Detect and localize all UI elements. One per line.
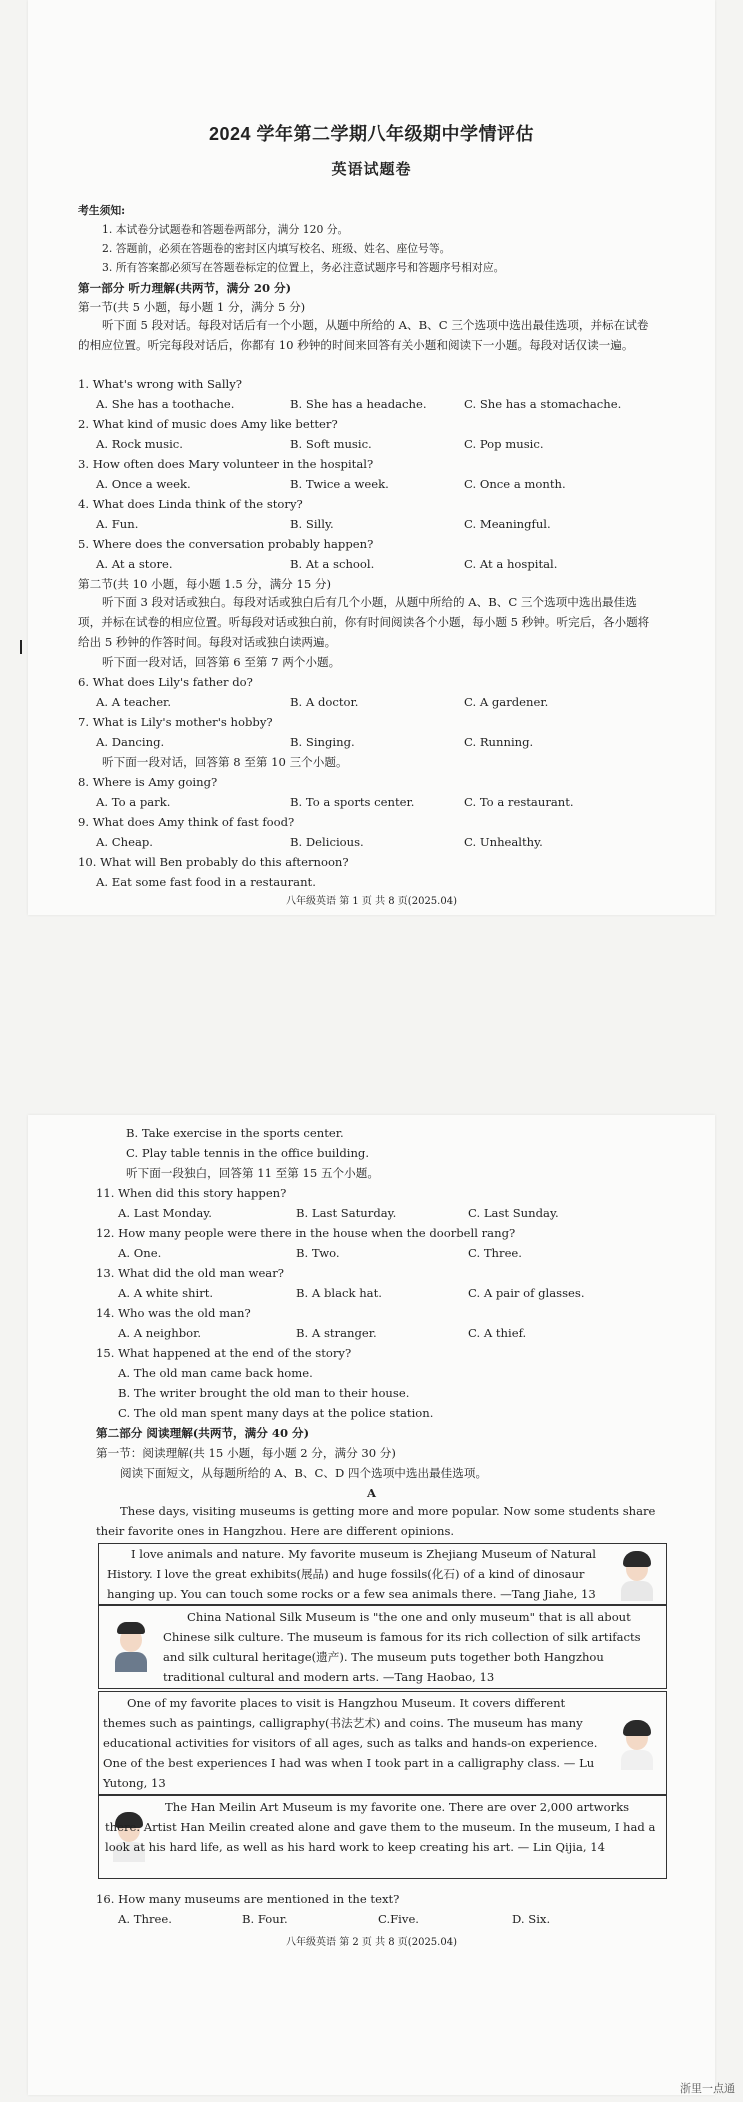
notice-item: 3. 所有答案都必须写在答题卷标定的位置上，务必注意试题序号和答题序号相对应。 [102, 261, 505, 274]
instructions: 听下面 3 段对话或独白。每段对话或独白后有几个小题，从题中所给的 A、B、C 三个选项中选出最佳选项，并标在试卷的相应位置。听每段对话或独白前，你有时间阅读各个小题，每小题 5 秒钟。听完后，各小题将给出 5 秒钟的作答时间。每段对话或独白读两遍。 [78, 595, 650, 649]
option: C. A pair of glasses. [468, 1286, 585, 1300]
option: B. Take exercise in the sports center. [126, 1126, 344, 1140]
option: A. Rock music. [96, 437, 183, 451]
question: 9. What does Amy think of fast food? [78, 815, 295, 829]
subsection-heading: 第二节(共 10 小题，每小题 1.5 分，满分 15 分) [78, 577, 332, 591]
option: A. To a park. [96, 795, 171, 809]
option: A. Cheap. [96, 835, 153, 849]
notice-item: 2. 答题前，必须在答题卷的密封区内填写校名、班级、姓名、座位号等。 [102, 242, 451, 255]
opinion-box-1 [98, 1543, 667, 1605]
option: B. She has a headache. [290, 397, 427, 411]
option: A. A teacher. [96, 695, 172, 709]
question: 5. Where does the conversation probably happen? [78, 537, 374, 551]
exam-page-2 [28, 1115, 715, 2095]
option: A. Dancing. [96, 735, 165, 749]
option: C. Once a month. [464, 477, 566, 491]
exam-page-1 [28, 0, 715, 915]
option: A. At a store. [96, 557, 173, 571]
option: A. The old man came back home. [118, 1366, 313, 1380]
opinion-box-4 [98, 1795, 667, 1879]
option: B. Twice a week. [290, 477, 389, 491]
question: 8. Where is Amy going? [78, 775, 218, 789]
option: B. A stranger. [296, 1326, 377, 1340]
option: B. At a school. [290, 557, 375, 571]
question: 6. What does Lily's father do? [78, 675, 253, 689]
option: C. Play table tennis in the office building. [126, 1146, 370, 1160]
option: A. Last Monday. [118, 1206, 212, 1220]
option: B. Silly. [290, 517, 334, 531]
option: C. A gardener. [464, 695, 549, 709]
opinion-text: One of my favorite places to visit is Hangzhou Museum. It covers different themes such as paintings, calligraphy(书法艺术) and coins. The museum has many educational activities for visitors of all ages, such as talks and hands-on experience. One of the best experiences I had was when I took part in a calligraphy class. — Lu Yutong, 13 [103, 1696, 598, 1790]
page-footer: 八年级英语 第 2 页 共 8 页(2025.04) [286, 1937, 457, 1948]
option: A. Three. [118, 1912, 172, 1926]
passage-intro: These days, visiting museums is getting more and more popular. Now some students share their favorite ones in Hangzhou. Here are different opinions. [96, 1504, 656, 1538]
instructions: 听下面 5 段对话。每段对话后有一个小题，从题中所给的 A、B、C 三个选项中选出最佳选项，并标在试卷的相应位置。听完每段对话后，你都有 10 秒钟的时间来回答有关小题和阅读下一小题。每段对话仅读一遍。 [78, 318, 649, 352]
question: 16. How many museums are mentioned in the text? [96, 1892, 400, 1906]
option: A. Once a week. [96, 477, 191, 491]
question: 4. What does Linda think of the story? [78, 497, 303, 511]
opinion-text: The Han Meilin Art Museum is my favorite one. There are over 2,000 artworks there. Artist Han Meilin created alone and gave them to the museum. In the museum, I had a look at his hard life, as well as his hard work to keep creating his art. — Lin Qijia, 14 [105, 1800, 656, 1854]
option: A. A white shirt. [118, 1286, 214, 1300]
option: B. Singing. [290, 735, 355, 749]
option: B. Four. [242, 1912, 288, 1926]
watermark: 浙里一点通 [680, 2082, 735, 2095]
option: B. A black hat. [296, 1286, 382, 1300]
question: 15. What happened at the end of the story? [96, 1346, 352, 1360]
option: C. She has a stomachache. [464, 397, 622, 411]
listening-prompt: 听下面一段对话，回答第 6 至第 7 两个小题。 [102, 655, 341, 669]
option: C. Pop music. [464, 437, 544, 451]
passage-label: A [367, 1486, 376, 1500]
section-heading: 第一部分 听力理解(共两节，满分 20 分) [78, 281, 292, 295]
option: C. Last Sunday. [468, 1206, 559, 1220]
listening-prompt: 听下面一段对话，回答第 8 至第 10 三个小题。 [102, 755, 348, 769]
option: C. A thief. [468, 1326, 527, 1340]
instructions: 阅读下面短文，从每题所给的 A、B、C、D 四个选项中选出最佳选项。 [120, 1466, 488, 1480]
opinion-text: I love animals and nature. My favorite museum is Zhejiang Museum of Natural History. I love the great exhibits(展品) and huge fossils(化石) of a kind of dinosaur hanging up. You can touch some rocks or a few sea animals there. —Tang Jiahe, 13 [107, 1547, 596, 1601]
question: 12. How many people were there in the house when the doorbell rang? [96, 1226, 516, 1240]
option: A. One. [118, 1246, 162, 1260]
notice-item: 1. 本试卷分试题卷和答题卷两部分，满分 120 分。 [102, 223, 349, 236]
option: B. The writer brought the old man to their house. [118, 1386, 410, 1400]
opinion-text: China National Silk Museum is "the one and only museum" that is all about Chinese silk culture. The museum is famous for its rich collection of silk artifacts and silk cultural heritage(遗产). The museum puts together both Hangzhou traditional cultural and modern arts. —Tang Haobao, 13 [163, 1610, 641, 1684]
option: C. The old man spent many days at the police station. [118, 1406, 434, 1420]
question: 7. What is Lily's mother's hobby? [78, 715, 273, 729]
option: C.Five. [378, 1912, 419, 1926]
option: B. To a sports center. [290, 795, 415, 809]
question: 1. What's wrong with Sally? [78, 377, 243, 391]
option: C. At a hospital. [464, 557, 558, 571]
option: C. Meaningful. [464, 517, 551, 531]
question: 10. What will Ben probably do this afternoon? [78, 855, 349, 869]
subsection-heading: 第一节：阅读理解(共 15 小题，每小题 2 分，满分 30 分) [96, 1446, 396, 1460]
option: B. Delicious. [290, 835, 364, 849]
question: 3. How often does Mary volunteer in the hospital? [78, 457, 374, 471]
page-title: 2024 学年第二学期八年级期中学情评估 [208, 124, 535, 144]
student-photo [617, 1549, 657, 1601]
option: C. Three. [468, 1246, 522, 1260]
option: B. Soft music. [290, 437, 372, 451]
option: B. Two. [296, 1246, 340, 1260]
listening-prompt: 听下面一段独白，回答第 11 至第 15 五个小题。 [126, 1166, 379, 1180]
option: D. Six. [512, 1912, 551, 1926]
option: B. A doctor. [290, 695, 359, 709]
question: 11. When did this story happen? [96, 1186, 287, 1200]
option: C. Running. [464, 735, 534, 749]
option: A. Eat some fast food in a restaurant. [96, 875, 316, 889]
notice-heading: 考生须知: [78, 204, 126, 217]
margin-mark [20, 640, 22, 654]
page-subtitle: 英语试题卷 [331, 160, 412, 178]
page-footer: 八年级英语 第 1 页 共 8 页(2025.04) [286, 896, 457, 907]
option: B. Last Saturday. [296, 1206, 397, 1220]
subsection-heading: 第一节(共 5 小题，每小题 1 分，满分 5 分) [78, 300, 306, 314]
option: C. Unhealthy. [464, 835, 543, 849]
question: 14. Who was the old man? [96, 1306, 251, 1320]
option: C. To a restaurant. [464, 795, 574, 809]
question: 2. What kind of music does Amy like better? [78, 417, 338, 431]
student-photo [617, 1718, 657, 1770]
student-photo [111, 1620, 151, 1672]
question: 13. What did the old man wear? [96, 1266, 284, 1280]
section-heading: 第二部分 阅读理解(共两节，满分 40 分) [96, 1426, 310, 1440]
opinion-box-3 [98, 1691, 667, 1795]
option: A. Fun. [96, 517, 139, 531]
opinion-box-2 [98, 1605, 667, 1689]
option: A. She has a toothache. [96, 397, 235, 411]
option: A. A neighbor. [118, 1326, 202, 1340]
